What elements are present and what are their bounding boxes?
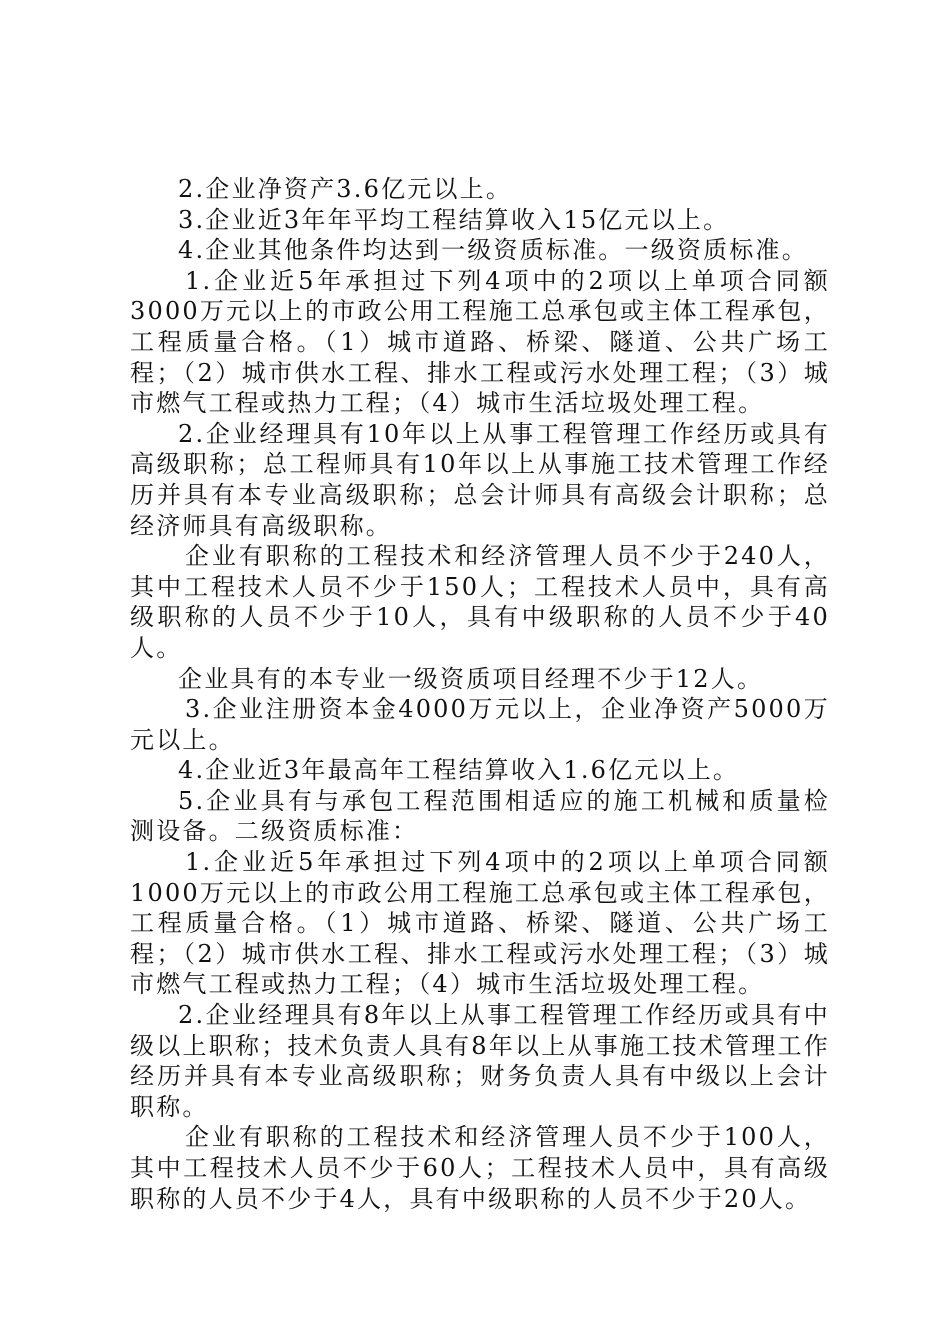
paragraph: 4.企业近3年最高年工程结算收入1.6亿元以上。 <box>178 756 740 785</box>
paragraph: 2.企业净资产3.6亿元以上。 <box>178 175 513 203</box>
paragraph: 5.企业具有与承包工程范围相适应的施工机械和质量检测设备。二级资质标准： <box>130 786 830 846</box>
paragraph: 企业具有的本专业一级资质项目经理不少于12人。 <box>178 664 764 693</box>
paragraph: 1.企业近5年承担过下列4项中的2项以上单项合同额3000万元以上的市政公用工程施工总承包或主体工程承包，工程质量合格。（1）城市道路、桥梁、隧道、公共广场工程；（2）城市供水工程、排水工程或污水处理工程；（3）城市燃气工程或热力工程；（4）城市生活垃圾处理工程。 <box>130 266 830 418</box>
paragraph: 4.企业其他条件均达到一级资质标准。一级资质标准。 <box>178 236 808 265</box>
paragraph: 3.企业注册资本金4000万元以上，企业净资产5000万元以上。 <box>130 695 830 754</box>
document-body <box>130 174 830 1214</box>
paragraph: 2.企业经理具有8年以上从事工程管理工作经历或具有中级以上职称；技术负责人具有8年以上从事施工技术管理工作经历并具有本专业高级职称；财务负责人具有中级以上会计职称。 <box>130 1001 830 1121</box>
paragraph: 2.企业经理具有10年以上从事工程管理工作经历或具有高级职称；总工程师具有10年以上从事施工技术管理工作经历并具有本专业高级职称；总会计师具有高级会计职称；总经济师具有高级职称。 <box>130 419 830 540</box>
paragraph: 1.企业近5年承担过下列4项中的2项以上单项合同额1000万元以上的市政公用工程施工总承包或主体工程承包，工程质量合格。（1）城市道路、桥梁、隧道、公共广场工程；（2）城市供水工程、排水工程或污水处理工程；（3）城市燃气工程或热力工程；（4）城市生活垃圾处理工程。 <box>130 848 830 999</box>
paragraph: 企业有职称的工程技术和经济管理人员不少于240人，其中工程技术人员不少于150人；工程技术人员中，具有高级职称的人员不少于10人，具有中级职称的人员不少于40人。 <box>130 542 830 662</box>
paragraph: 企业有职称的工程技术和经济管理人员不少于100人，其中工程技术人员不少于60人；工程技术人员中，具有高级职称的人员不少于4人，具有中级职称的人员不少于20人。 <box>130 1123 830 1213</box>
paragraph: 3.企业近3年年平均工程结算收入15亿元以上。 <box>178 205 730 234</box>
